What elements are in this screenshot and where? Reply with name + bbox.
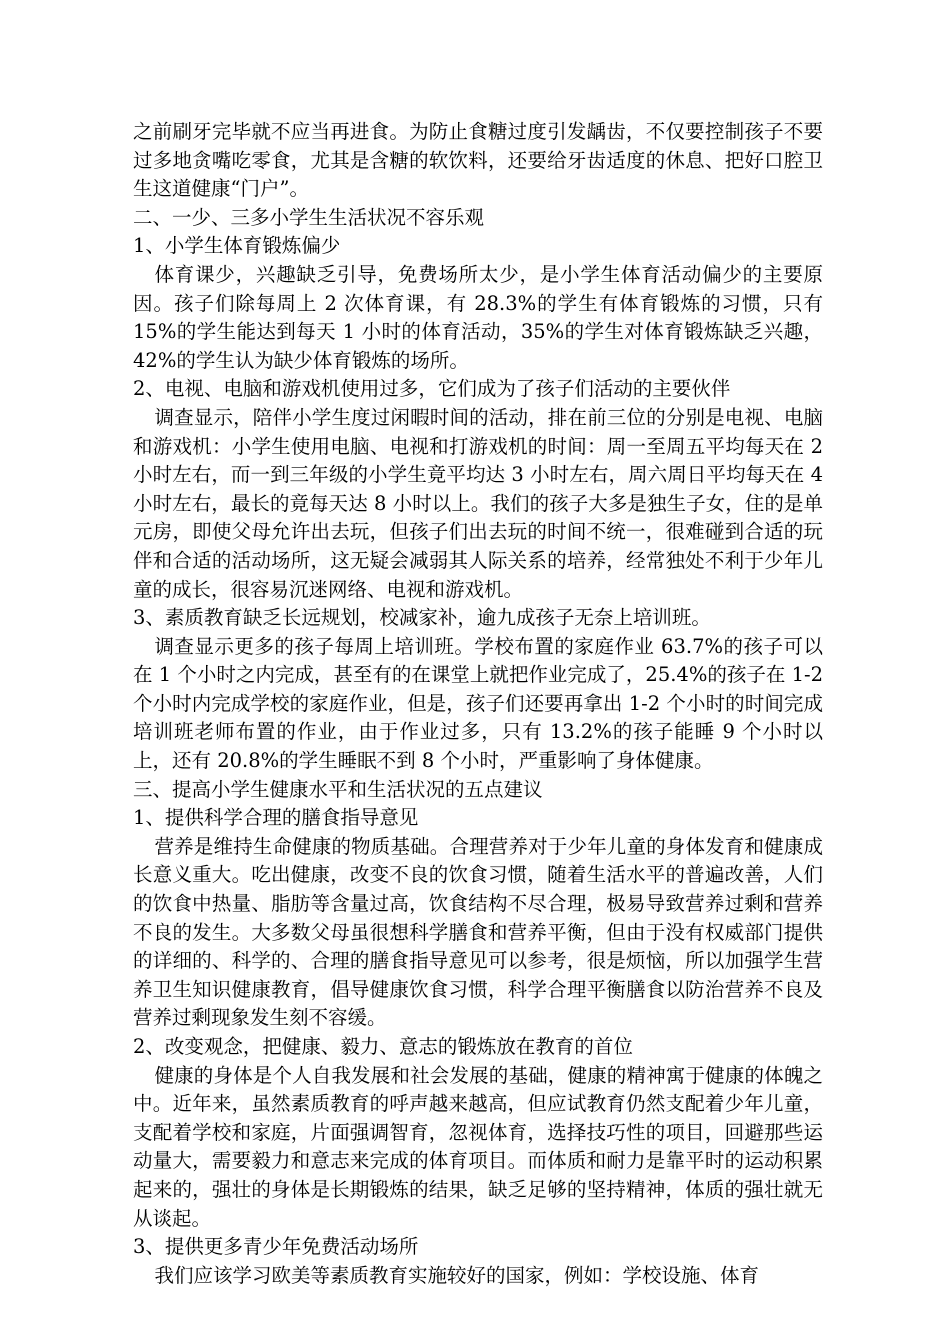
paragraph-training-classes: 调查显示更多的孩子每周上培训班。学校布置的家庭作业 63.7%的孩子可以在 1 个小时之内完成，甚至有的在课堂上就把作业完成了，25.4%的孩子在 1-2 个小时内完成学校的家庭作业，但是，孩子们还要再拿出 1-2 个小时的时间完成培训班老师布置的作业，由于作业过多，只有 13.2%的孩子能睡 9 个小时以上，还有 20.8%的学生睡眠不到 8 个小时，严重影响了身体健康。 — [133, 634, 823, 773]
subheading-2-2: 2、电视、电脑和游戏机使用过多，它们成为了孩子们活动的主要伙伴 — [133, 377, 731, 401]
paragraph-health-concept: 健康的身体是个人自我发展和社会发展的基础，健康的精神寓于健康的体魄之中。近年来，虽然素质教育的呼声越来越高，但应试教育仍然支配着少年儿童，支配着学校和家庭，片面强调智育，忽视体育，选择技巧性的项目，回避那些运动量大，需要毅力和意志来完成的体育项目。而体质和耐力是靠平时的运动积累起来的，强壮的身体是长期锻炼的结果，缺乏足够的坚持精神，体质的强壮就无从谈起。 — [133, 1063, 823, 1230]
document-body — [133, 118, 823, 1290]
paragraph-continuation: 之前刷牙完毕就不应当再进食。为防止食糖过度引发龋齿，不仅要控制孩子不要过多地贪嘴吃零食，尤其是含糖的软饮料，还要给牙齿适度的休息、把好口腔卫生这道健康“门户”。 — [133, 120, 823, 201]
subheading-2-3: 3、素质教育缺乏长远规划，校减家补，逾九成孩子无奈上培训班。 — [133, 606, 711, 630]
section-heading-3: 三、提高小学生健康水平和生活状况的五点建议 — [133, 777, 543, 801]
paragraph-screen-time: 调查显示，陪伴小学生度过闲暇时间的活动，排在前三位的分别是电视、电脑和游戏机：小学生使用电脑、电视和打游戏机的时间：周一至周五平均每天在 2 小时左右，而一到三年级的小学生竟平均达 3 小时左右，周六周日平均每天在 4 小时左右，最长的竟每天达 8 小时以上。我们的孩子大多是独生子女，住的是单元房，即使父母允许出去玩，但孩子们出去玩的时间不统一，很难碰到合适的玩伴和合适的活动场所，这无疑会减弱其人际关系的培养，经常独处不利于少年儿童的成长，很容易沉迷网络、电视和游戏机。 — [133, 405, 823, 601]
paragraph-sports: 体育课少，兴趣缺乏引导，免费场所太少，是小学生体育活动偏少的主要原因。孩子们除每周上 2 次体育课，有 28.3%的学生有体育锻炼的习惯，只有 15%的学生能达到每天 1 小时的体育活动，35%的学生对体育锻炼缺乏兴趣，42%的学生认为缺少体育锻炼的场所。 — [133, 262, 823, 372]
section-heading-2: 二、一少、三多小学生生活状况不容乐观 — [133, 205, 485, 229]
subheading-3-1: 1、提供科学合理的膳食指导意见 — [133, 806, 419, 830]
subheading-2-1: 1、小学生体育锻炼偏少 — [133, 234, 341, 258]
subheading-3-2: 2、改变观念，把健康、毅力、意志的锻炼放在教育的首位 — [133, 1035, 633, 1058]
subheading-3-3: 3、提供更多青少年免费活动场所 — [133, 1235, 419, 1259]
paragraph-free-venues: 我们应该学习欧美等素质教育实施较好的国家，例如：学校设施、体育 — [154, 1263, 759, 1287]
paragraph-nutrition: 营养是维持生命健康的物质基础。合理营养对于少年儿童的身体发育和健康成长意义重大。吃出健康，改变不良的饮食习惯，随着生活水平的普遍改善，人们的饮食中热量、脂肪等含量过高，饮食结构不尽合理，极易导致营养过剩和营养不良的发生。大多数父母虽很想科学膳食和营养平衡，但由于没有权威部门提供的详细的、科学的、合理的膳食指导意见可以参考，很是烦恼，所以加强学生营养卫生知识健康教育，倡导健康饮食习惯，科学合理平衡膳食以防治营养不良及营养过剩现象发生刻不容缓。 — [133, 834, 823, 1030]
